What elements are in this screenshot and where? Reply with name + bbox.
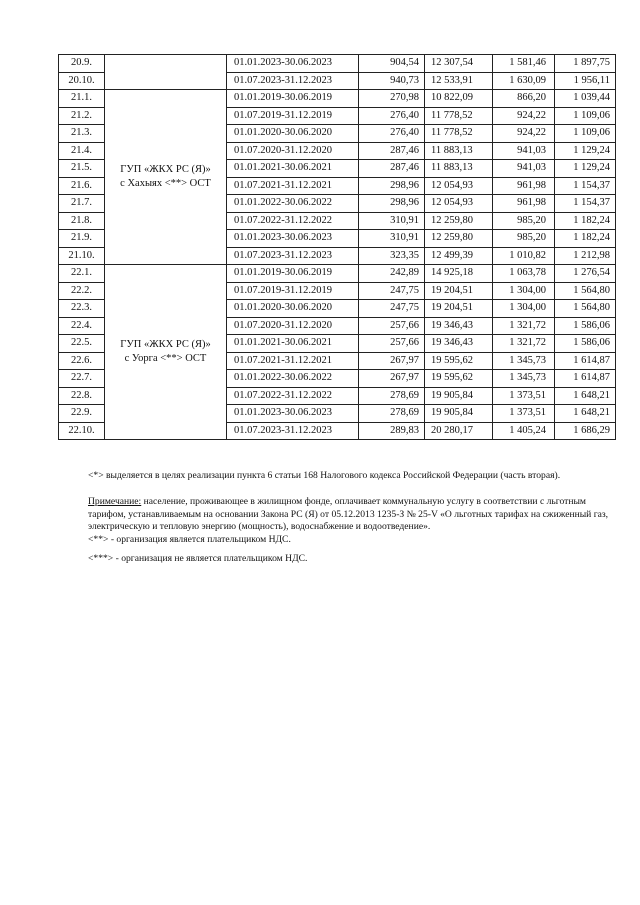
period-cell: 01.07.2022-31.12.2022	[227, 387, 359, 405]
period-cell: 01.01.2020-30.06.2020	[227, 300, 359, 318]
row-number: 20.9.	[59, 55, 105, 73]
value-cell-1: 298,96	[359, 195, 425, 213]
value-cell-2: 19 905,84	[425, 405, 493, 423]
row-number: 21.8.	[59, 212, 105, 230]
value-cell-4: 1 586,06	[555, 335, 616, 353]
value-cell-3: 866,20	[493, 90, 555, 108]
remark	[88, 496, 618, 534]
value-cell-1: 247,75	[359, 300, 425, 318]
value-cell-3: 924,22	[493, 107, 555, 125]
value-cell-1: 940,73	[359, 72, 425, 90]
value-cell-2: 19 204,51	[425, 282, 493, 300]
value-cell-1: 287,46	[359, 142, 425, 160]
value-cell-3: 1 581,46	[493, 55, 555, 73]
value-cell-1: 247,75	[359, 282, 425, 300]
value-cell-2: 10 822,09	[425, 90, 493, 108]
value-cell-4: 1 564,80	[555, 282, 616, 300]
value-cell-1: 270,98	[359, 90, 425, 108]
row-number: 22.3.	[59, 300, 105, 318]
value-cell-2: 12 054,93	[425, 177, 493, 195]
row-number: 22.1.	[59, 265, 105, 283]
value-cell-1: 242,89	[359, 265, 425, 283]
period-cell: 01.01.2019-30.06.2019	[227, 265, 359, 283]
remark-text: население, проживающее в жилищном фонде, оплачивает коммунальную услугу в соответствии с льготным тарифом, устанавливаемым на основании Закона РС (Я) от 05.12.2013 1235-З № 25-V «О льготных тарифах на сжиженный газ, электрическую и тепловую энергию (мощность), водоснабжение и водоотведение».	[88, 496, 609, 532]
value-cell-2: 19 346,43	[425, 335, 493, 353]
row-number: 22.9.	[59, 405, 105, 423]
period-cell: 01.01.2023-30.06.2023	[227, 405, 359, 423]
value-cell-3: 961,98	[493, 195, 555, 213]
value-cell-3: 1 405,24	[493, 422, 555, 440]
value-cell-2: 11 778,52	[425, 125, 493, 143]
value-cell-2: 11 883,13	[425, 160, 493, 178]
value-cell-4: 1 154,37	[555, 195, 616, 213]
value-cell-1: 287,46	[359, 160, 425, 178]
value-cell-2: 14 925,18	[425, 265, 493, 283]
row-number: 21.2.	[59, 107, 105, 125]
value-cell-2: 19 595,62	[425, 370, 493, 388]
org-cell	[105, 265, 227, 440]
org-location: с Уорга <**> ОСТ	[124, 353, 207, 364]
value-cell-2: 12 533,91	[425, 72, 493, 90]
value-cell-2: 19 595,62	[425, 352, 493, 370]
value-cell-2: 12 259,80	[425, 212, 493, 230]
period-cell: 01.01.2021-30.06.2021	[227, 335, 359, 353]
value-cell-4: 1 109,06	[555, 107, 616, 125]
value-cell-3: 985,20	[493, 212, 555, 230]
value-cell-4: 1 686,29	[555, 422, 616, 440]
value-cell-3: 1 063,78	[493, 265, 555, 283]
value-cell-2: 19 346,43	[425, 317, 493, 335]
value-cell-2: 12 307,54	[425, 55, 493, 73]
value-cell-3: 1 630,09	[493, 72, 555, 90]
tariff-table	[58, 54, 616, 440]
value-cell-4: 1 154,37	[555, 177, 616, 195]
value-cell-4: 1 564,80	[555, 300, 616, 318]
row-number: 21.5.	[59, 160, 105, 178]
value-cell-4: 1 614,87	[555, 370, 616, 388]
period-cell: 01.07.2021-31.12.2021	[227, 352, 359, 370]
value-cell-2: 20 280,17	[425, 422, 493, 440]
org-name: ГУП «ЖКХ РС (Я)»	[120, 339, 211, 350]
value-cell-3: 1 304,00	[493, 300, 555, 318]
value-cell-3: 1 345,73	[493, 370, 555, 388]
org-name: ГУП «ЖКХ РС (Я)»	[120, 164, 211, 175]
value-cell-2: 19 204,51	[425, 300, 493, 318]
period-cell: 01.07.2022-31.12.2022	[227, 212, 359, 230]
table-row	[59, 55, 616, 73]
period-cell: 01.07.2023-31.12.2023	[227, 422, 359, 440]
value-cell-3: 1 345,73	[493, 352, 555, 370]
row-number: 21.1.	[59, 90, 105, 108]
period-cell: 01.07.2023-31.12.2023	[227, 247, 359, 265]
value-cell-1: 904,54	[359, 55, 425, 73]
org-cell-empty	[105, 55, 227, 90]
table-row	[59, 90, 616, 108]
row-number: 22.4.	[59, 317, 105, 335]
period-cell: 01.07.2023-31.12.2023	[227, 72, 359, 90]
row-number: 20.10.	[59, 72, 105, 90]
value-cell-4: 1 182,24	[555, 230, 616, 248]
period-cell: 01.07.2021-31.12.2021	[227, 177, 359, 195]
value-cell-1: 289,83	[359, 422, 425, 440]
value-cell-4: 1 212,98	[555, 247, 616, 265]
period-cell: 01.01.2021-30.06.2021	[227, 160, 359, 178]
value-cell-1: 267,97	[359, 370, 425, 388]
period-cell: 01.01.2019-30.06.2019	[227, 90, 359, 108]
row-number: 21.7.	[59, 195, 105, 213]
period-cell: 01.07.2020-31.12.2020	[227, 142, 359, 160]
value-cell-3: 941,03	[493, 160, 555, 178]
tariff-table-body	[59, 55, 616, 440]
value-cell-4: 1 614,87	[555, 352, 616, 370]
value-cell-3: 1 010,82	[493, 247, 555, 265]
value-cell-3: 1 373,51	[493, 387, 555, 405]
value-cell-2: 12 054,93	[425, 195, 493, 213]
period-cell: 01.01.2020-30.06.2020	[227, 125, 359, 143]
value-cell-1: 278,69	[359, 387, 425, 405]
value-cell-1: 310,91	[359, 212, 425, 230]
row-number: 21.9.	[59, 230, 105, 248]
value-cell-3: 1 321,72	[493, 317, 555, 335]
value-cell-1: 276,40	[359, 107, 425, 125]
value-cell-3: 924,22	[493, 125, 555, 143]
period-cell: 01.01.2023-30.06.2023	[227, 55, 359, 73]
value-cell-4: 1 648,21	[555, 405, 616, 423]
period-cell: 01.07.2020-31.12.2020	[227, 317, 359, 335]
row-number: 22.10.	[59, 422, 105, 440]
value-cell-1: 257,66	[359, 335, 425, 353]
value-cell-4: 1 039,44	[555, 90, 616, 108]
value-cell-1: 267,97	[359, 352, 425, 370]
footnote-vat: <*> выделяется в целях реализации пункта 6 статьи 168 Налогового кодекса Российской Федерации (часть вторая).	[88, 470, 561, 481]
value-cell-1: 276,40	[359, 125, 425, 143]
value-cell-1: 323,35	[359, 247, 425, 265]
value-cell-2: 12 499,39	[425, 247, 493, 265]
value-cell-3: 941,03	[493, 142, 555, 160]
value-cell-1: 278,69	[359, 405, 425, 423]
row-number: 21.10.	[59, 247, 105, 265]
remark-label: Примечание:	[88, 496, 142, 507]
period-cell: 01.01.2022-30.06.2022	[227, 370, 359, 388]
value-cell-1: 298,96	[359, 177, 425, 195]
value-cell-1: 310,91	[359, 230, 425, 248]
org-location: с Хахыях <**> ОСТ	[120, 178, 211, 189]
row-number: 21.3.	[59, 125, 105, 143]
footnote-vat-nonpayer: <***> - организация не является плательщиком НДС.	[88, 553, 308, 564]
footnote-vat-payer: <**> - организация является плательщиком НДС.	[88, 534, 291, 545]
value-cell-4: 1 109,06	[555, 125, 616, 143]
row-number: 22.2.	[59, 282, 105, 300]
table-row	[59, 265, 616, 283]
value-cell-2: 19 905,84	[425, 387, 493, 405]
value-cell-4: 1 276,54	[555, 265, 616, 283]
value-cell-3: 1 373,51	[493, 405, 555, 423]
value-cell-3: 961,98	[493, 177, 555, 195]
value-cell-4: 1 129,24	[555, 142, 616, 160]
value-cell-3: 985,20	[493, 230, 555, 248]
period-cell: 01.07.2019-31.12.2019	[227, 282, 359, 300]
value-cell-4: 1 956,11	[555, 72, 616, 90]
value-cell-4: 1 182,24	[555, 212, 616, 230]
row-number: 21.6.	[59, 177, 105, 195]
value-cell-2: 11 778,52	[425, 107, 493, 125]
value-cell-4: 1 129,24	[555, 160, 616, 178]
period-cell: 01.01.2023-30.06.2023	[227, 230, 359, 248]
value-cell-4: 1 648,21	[555, 387, 616, 405]
row-number: 22.5.	[59, 335, 105, 353]
value-cell-3: 1 321,72	[493, 335, 555, 353]
row-number: 22.7.	[59, 370, 105, 388]
row-number: 22.8.	[59, 387, 105, 405]
value-cell-2: 11 883,13	[425, 142, 493, 160]
value-cell-4: 1 586,06	[555, 317, 616, 335]
org-cell	[105, 90, 227, 265]
period-cell: 01.01.2022-30.06.2022	[227, 195, 359, 213]
period-cell: 01.07.2019-31.12.2019	[227, 107, 359, 125]
value-cell-1: 257,66	[359, 317, 425, 335]
value-cell-2: 12 259,80	[425, 230, 493, 248]
value-cell-4: 1 897,75	[555, 55, 616, 73]
value-cell-3: 1 304,00	[493, 282, 555, 300]
row-number: 22.6.	[59, 352, 105, 370]
row-number: 21.4.	[59, 142, 105, 160]
